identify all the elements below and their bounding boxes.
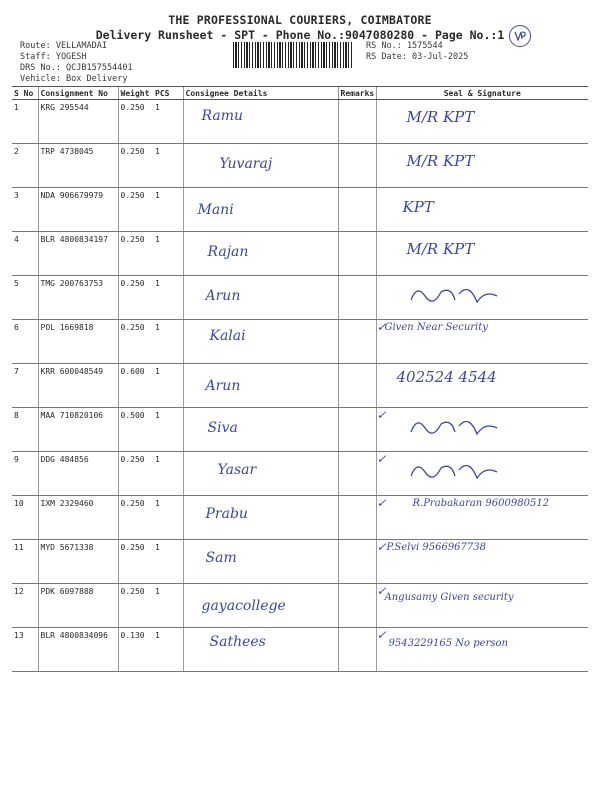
seal-signature-cell bbox=[376, 452, 588, 496]
handwritten-consignee-name: Sathees bbox=[209, 634, 266, 650]
remarks-cell bbox=[338, 628, 376, 672]
column-header: Consignment No bbox=[38, 87, 118, 100]
table-row bbox=[12, 408, 588, 452]
weight-cell: 0.250 bbox=[118, 100, 153, 144]
table-row bbox=[12, 144, 588, 188]
table-row bbox=[12, 100, 588, 144]
page-subtitle: Delivery Runsheet - SPT - Phone No.:9047080280 - Page No.:1 bbox=[95, 28, 505, 42]
consignment-number-cell: MYD 5671338 bbox=[38, 540, 118, 584]
column-header: Weight bbox=[118, 87, 153, 100]
remarks-cell bbox=[338, 540, 376, 584]
consignment-number-cell: DDG 484856 bbox=[38, 452, 118, 496]
pieces-cell: 1 bbox=[153, 364, 183, 408]
pieces-cell: 1 bbox=[153, 276, 183, 320]
consignment-number-cell: TMG 200763753 bbox=[38, 276, 118, 320]
weight-cell: 0.250 bbox=[118, 496, 153, 540]
seal-signature-cell bbox=[376, 540, 588, 584]
consignment-number-cell: BLR 4800834096 bbox=[38, 628, 118, 672]
consignee-signature-cell bbox=[183, 188, 338, 232]
table-header-row bbox=[12, 87, 588, 100]
weight-cell: 0.250 bbox=[118, 584, 153, 628]
check-mark-icon: ✓ bbox=[376, 408, 387, 422]
handwritten-consignee-name: Arun bbox=[205, 378, 241, 394]
serial-number-cell: 10 bbox=[12, 496, 38, 540]
handwritten-seal: M/R KPT bbox=[406, 152, 475, 170]
column-header: PCS bbox=[153, 87, 183, 100]
weight-cell: 0.250 bbox=[118, 452, 153, 496]
pieces-cell: 1 bbox=[153, 540, 183, 584]
remarks-cell bbox=[338, 188, 376, 232]
signature-scribble-icon bbox=[407, 456, 527, 486]
serial-number-cell: 12 bbox=[12, 584, 38, 628]
consignment-number-cell: MAA 710820106 bbox=[38, 408, 118, 452]
consignment-number-cell: KRR 600048549 bbox=[38, 364, 118, 408]
consignment-number-cell: IXM 2329460 bbox=[38, 496, 118, 540]
page-title: THE PROFESSIONAL COURIERS, COIMBATORE bbox=[168, 13, 432, 27]
seal-signature-cell bbox=[376, 628, 588, 672]
rs-date: RS Date: 03-Jul-2025 bbox=[366, 52, 469, 62]
handwritten-seal: KPT bbox=[402, 198, 434, 216]
weight-cell: 0.250 bbox=[118, 144, 153, 188]
consignee-signature-cell bbox=[183, 276, 338, 320]
weight-cell: 0.250 bbox=[118, 232, 153, 276]
handwritten-seal: R.Prabakaran 9600980512 bbox=[412, 498, 550, 509]
handwritten-seal: P.Selvi 9566967738 bbox=[386, 542, 486, 553]
consignment-number-cell: BLR 4800834197 bbox=[38, 232, 118, 276]
pieces-cell: 1 bbox=[153, 188, 183, 232]
consignment-number-cell: POL 1669818 bbox=[38, 320, 118, 364]
weight-cell: 0.250 bbox=[118, 276, 153, 320]
handwritten-seal: 9543229165 No person bbox=[388, 638, 508, 649]
consignee-signature-cell bbox=[183, 452, 338, 496]
consignee-signature-cell bbox=[183, 100, 338, 144]
check-mark-icon: ✓ bbox=[376, 496, 387, 510]
table-row bbox=[12, 540, 588, 584]
handwritten-consignee-name: Kalai bbox=[209, 328, 246, 344]
weight-cell: 0.250 bbox=[118, 540, 153, 584]
vehicle-info: Vehicle: Box Delivery bbox=[20, 74, 128, 84]
handwritten-consignee-name: Siva bbox=[207, 420, 238, 436]
seal-signature-cell bbox=[376, 496, 588, 540]
serial-number-cell: 7 bbox=[12, 364, 38, 408]
remarks-cell bbox=[338, 408, 376, 452]
handwritten-seal: M/R KPT bbox=[406, 108, 475, 126]
handwritten-seal: Angusamy Given security bbox=[384, 592, 514, 603]
handwritten-consignee-name: Ramu bbox=[201, 108, 244, 124]
pieces-cell: 1 bbox=[153, 144, 183, 188]
handwritten-consignee-name: Rajan bbox=[207, 244, 249, 260]
pieces-cell: 1 bbox=[153, 232, 183, 276]
consignee-signature-cell bbox=[183, 540, 338, 584]
seal-signature-cell bbox=[376, 320, 588, 364]
seal-signature-cell bbox=[376, 276, 588, 320]
consignee-signature-cell bbox=[183, 144, 338, 188]
table-row bbox=[12, 276, 588, 320]
table-row bbox=[12, 188, 588, 232]
consignee-signature-cell bbox=[183, 584, 338, 628]
remarks-cell bbox=[338, 496, 376, 540]
table-row bbox=[12, 584, 588, 628]
weight-cell: 0.600 bbox=[118, 364, 153, 408]
column-header: Remarks bbox=[338, 87, 376, 100]
pieces-cell: 1 bbox=[153, 408, 183, 452]
consignee-signature-cell bbox=[183, 320, 338, 364]
serial-number-cell: 4 bbox=[12, 232, 38, 276]
column-header: Consignee Details bbox=[183, 87, 338, 100]
consignee-signature-cell bbox=[183, 496, 338, 540]
consignee-signature-cell bbox=[183, 628, 338, 672]
table-row bbox=[12, 452, 588, 496]
seal-signature-cell bbox=[376, 364, 588, 408]
pieces-cell: 1 bbox=[153, 584, 183, 628]
remarks-cell bbox=[338, 232, 376, 276]
remarks-cell bbox=[338, 100, 376, 144]
handwritten-consignee-name: Arun bbox=[205, 288, 241, 304]
handwritten-consignee-name: gayacollege bbox=[201, 598, 286, 614]
rs-number: RS No.: 1575544 bbox=[366, 41, 443, 51]
consignment-number-cell: PDK 6097888 bbox=[38, 584, 118, 628]
runsheet-table bbox=[12, 86, 588, 672]
table-row bbox=[12, 232, 588, 276]
check-mark-icon: ✓ bbox=[376, 452, 387, 466]
serial-number-cell: 5 bbox=[12, 276, 38, 320]
staff-info: Staff: YOGESH bbox=[20, 52, 87, 62]
table-row bbox=[12, 628, 588, 672]
serial-number-cell: 9 bbox=[12, 452, 38, 496]
pieces-cell: 1 bbox=[153, 452, 183, 496]
handwritten-consignee-name: Prabu bbox=[205, 506, 248, 522]
drs-barcode bbox=[233, 42, 353, 68]
handwritten-consignee-name: Mani bbox=[197, 202, 234, 218]
column-header: Seal & Signature bbox=[376, 87, 588, 100]
serial-number-cell: 13 bbox=[12, 628, 38, 672]
handwritten-seal: M/R KPT bbox=[406, 240, 475, 258]
consignee-signature-cell bbox=[183, 364, 338, 408]
page-marker-stamp bbox=[509, 25, 531, 47]
weight-cell: 0.250 bbox=[118, 320, 153, 364]
table-row bbox=[12, 364, 588, 408]
pieces-cell: 1 bbox=[153, 320, 183, 364]
serial-number-cell: 8 bbox=[12, 408, 38, 452]
remarks-cell bbox=[338, 320, 376, 364]
weight-cell: 0.500 bbox=[118, 408, 153, 452]
seal-signature-cell bbox=[376, 232, 588, 276]
handwritten-consignee-name: Yasar bbox=[217, 462, 257, 478]
serial-number-cell: 2 bbox=[12, 144, 38, 188]
table-row bbox=[12, 496, 588, 540]
signature-scribble-icon bbox=[407, 412, 527, 442]
seal-signature-cell bbox=[376, 100, 588, 144]
check-mark-icon: ✓ bbox=[376, 320, 387, 334]
pieces-cell: 1 bbox=[153, 628, 183, 672]
check-mark-icon: ✓ bbox=[376, 540, 387, 554]
consignee-signature-cell bbox=[183, 232, 338, 276]
handwritten-consignee-name: Yuvaraj bbox=[219, 156, 273, 172]
seal-signature-cell bbox=[376, 408, 588, 452]
serial-number-cell: 11 bbox=[12, 540, 38, 584]
check-mark-icon: ✓ bbox=[376, 628, 387, 642]
route-info: Route: VELLAMADAI bbox=[20, 41, 107, 51]
remarks-cell bbox=[338, 452, 376, 496]
pieces-cell: 1 bbox=[153, 100, 183, 144]
signature-scribble-icon bbox=[407, 280, 527, 310]
pieces-cell: 1 bbox=[153, 496, 183, 540]
weight-cell: 0.250 bbox=[118, 188, 153, 232]
remarks-cell bbox=[338, 144, 376, 188]
seal-signature-cell bbox=[376, 144, 588, 188]
handwritten-consignee-name: Sam bbox=[205, 550, 237, 566]
handwritten-seal: Given Near Security bbox=[384, 322, 488, 333]
consignment-number-cell: TRP 4738045 bbox=[38, 144, 118, 188]
table-row bbox=[12, 320, 588, 364]
serial-number-cell: 6 bbox=[12, 320, 38, 364]
consignment-number-cell: KRG 295544 bbox=[38, 100, 118, 144]
consignee-signature-cell bbox=[183, 408, 338, 452]
remarks-cell bbox=[338, 276, 376, 320]
serial-number-cell: 1 bbox=[12, 100, 38, 144]
seal-signature-cell bbox=[376, 188, 588, 232]
remarks-cell bbox=[338, 584, 376, 628]
drs-number: DRS No.: QCJB157554401 bbox=[20, 63, 133, 73]
remarks-cell bbox=[338, 364, 376, 408]
handwritten-seal: 402524 4544 bbox=[396, 368, 497, 386]
seal-signature-cell bbox=[376, 584, 588, 628]
serial-number-cell: 3 bbox=[12, 188, 38, 232]
weight-cell: 0.130 bbox=[118, 628, 153, 672]
consignment-number-cell: NDA 906679979 bbox=[38, 188, 118, 232]
column-header: S No bbox=[12, 87, 38, 100]
check-mark-icon: ✓ bbox=[376, 584, 387, 598]
